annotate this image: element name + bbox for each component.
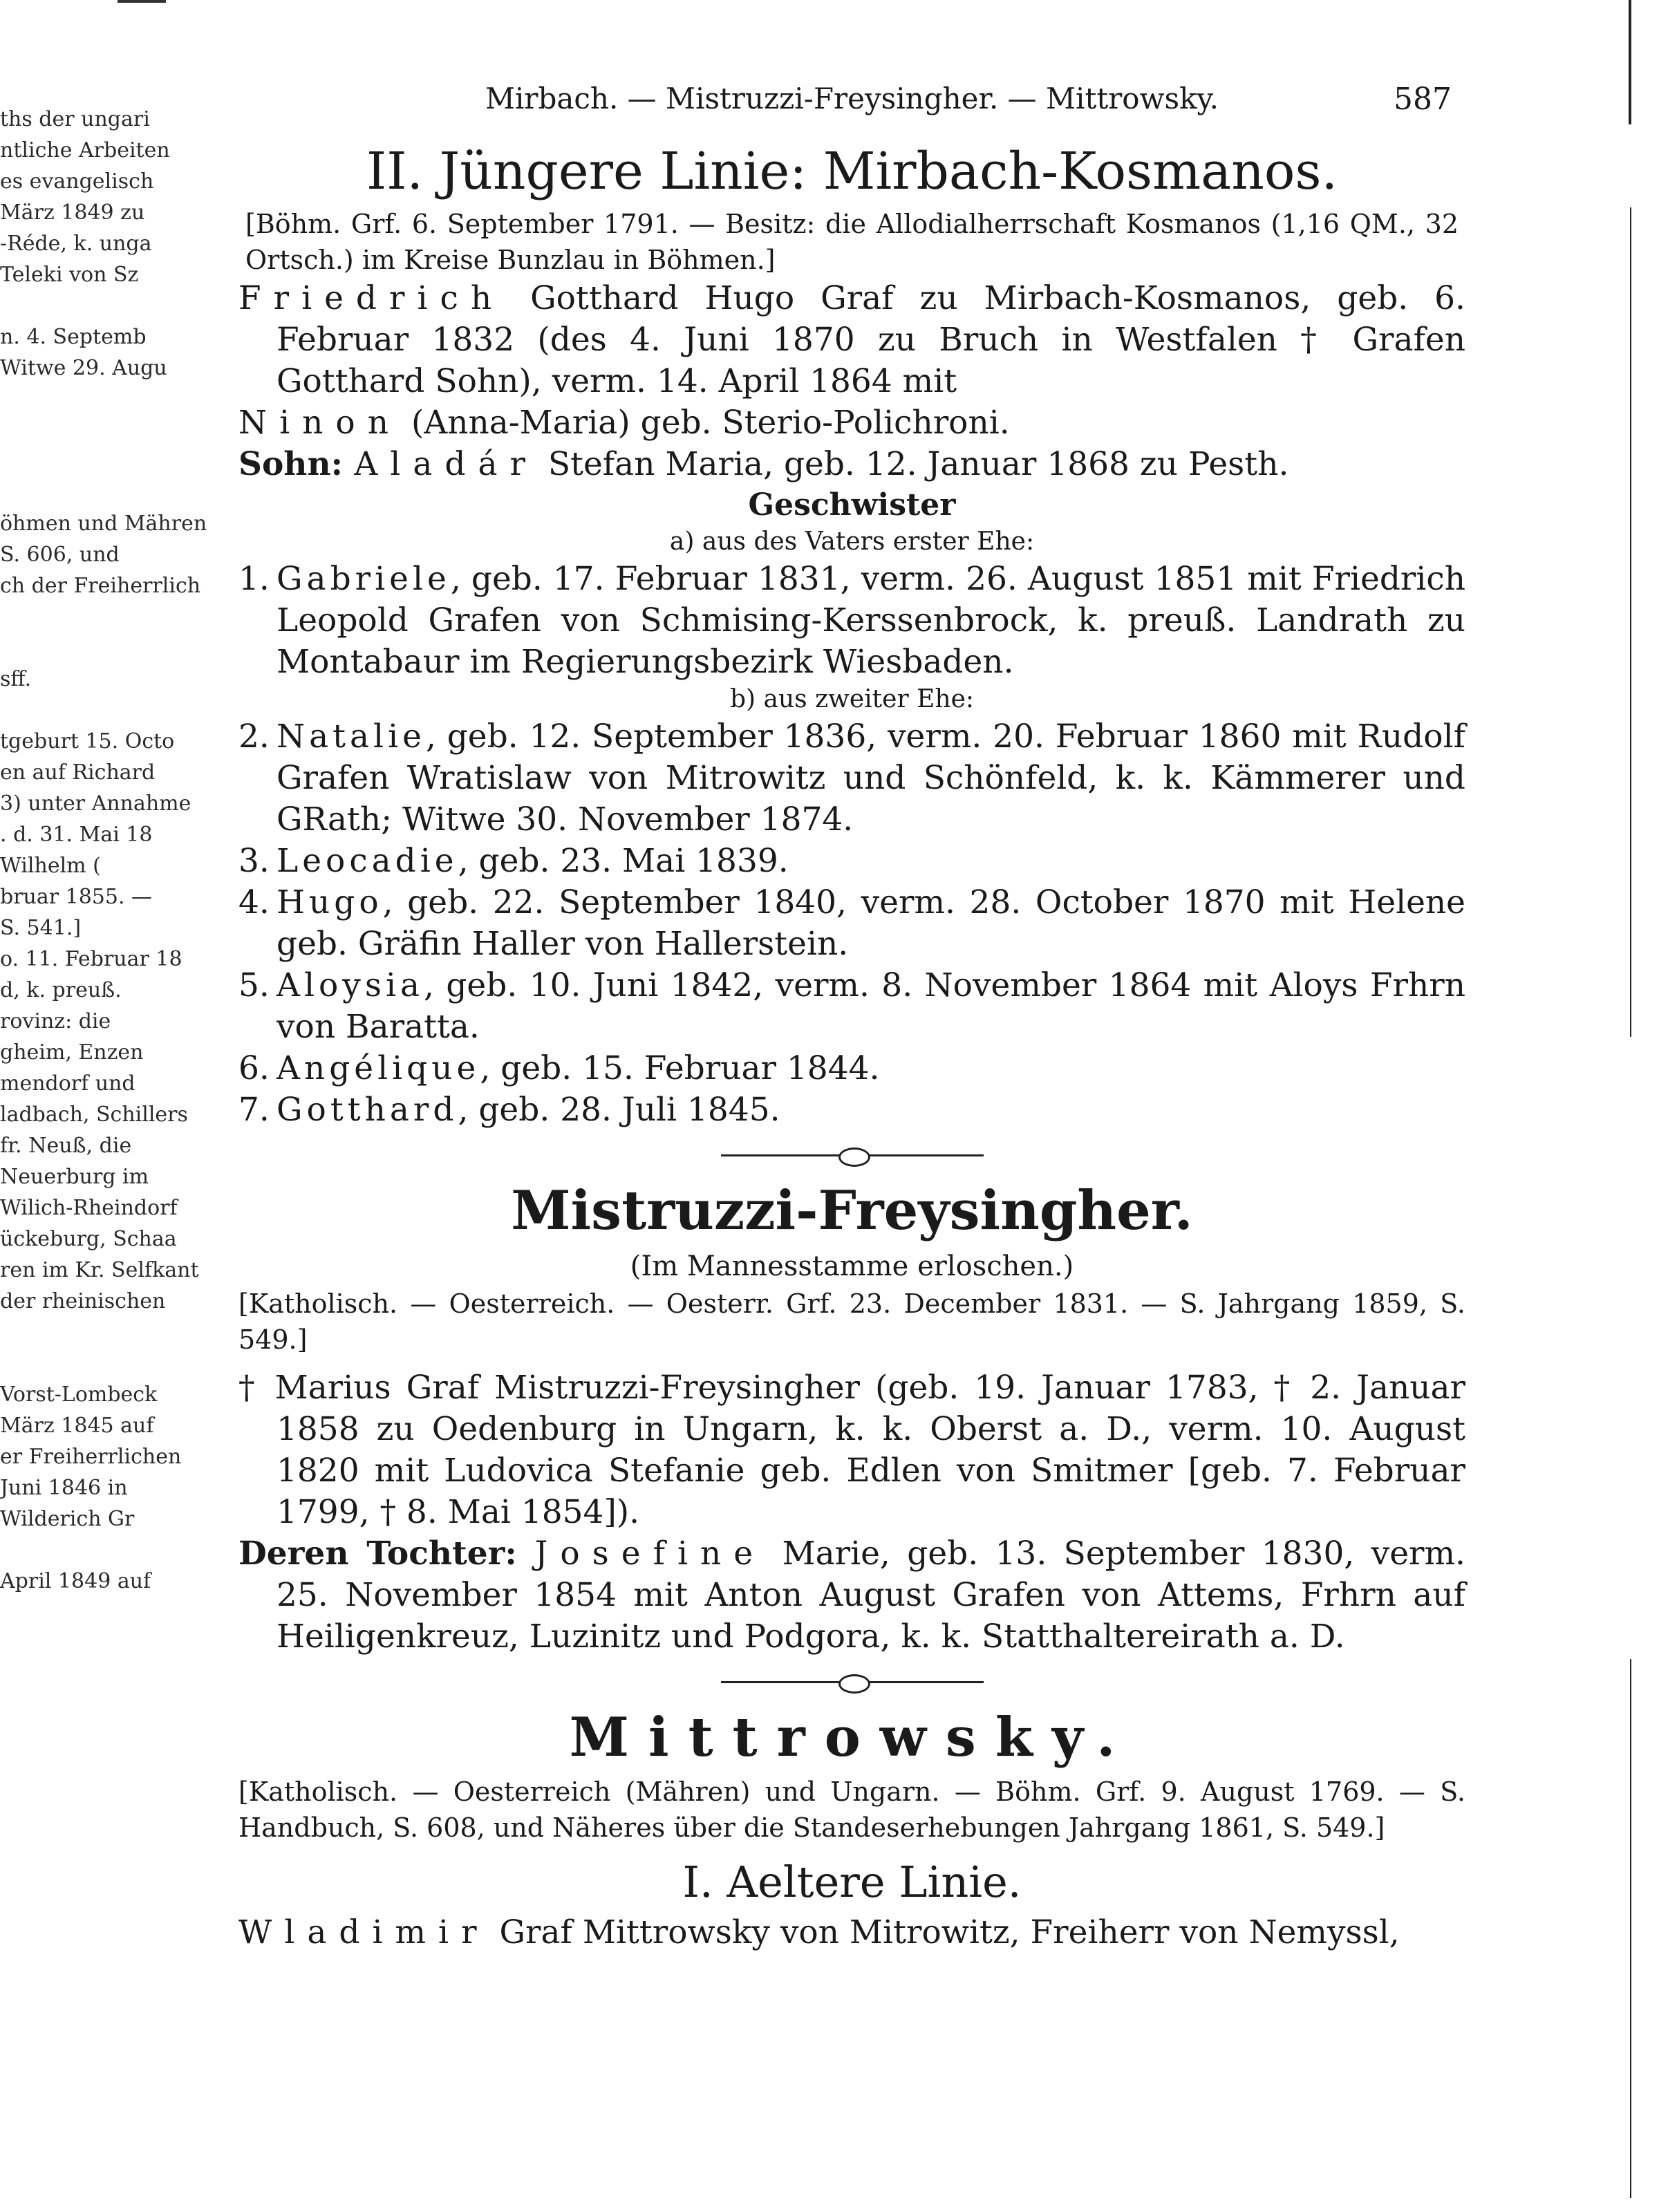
page-body <box>238 82 1465 1953</box>
child-number: 2. <box>238 718 270 756</box>
daughter-entry <box>238 1533 1465 1658</box>
right-page-edge <box>1627 0 1631 2212</box>
second-marriage-label: b) aus zweiter Ehe: <box>729 685 975 713</box>
margin-fragment-line: S. 606, und <box>0 543 120 567</box>
child-text: , geb. 17. Februar 1831, verm. 26. August 1851 mit Friedrich Leopold Grafen von Schmising-Kerssenbrock, k. preuß. Landrath zu Montabaur im Regierungsbezirk Wiesbaden. <box>276 560 1465 681</box>
margin-fragment-line: n. 4. Septemb <box>0 325 147 349</box>
family-title-mistruzzi: Mistruzzi-Freysingher. <box>511 1179 1193 1242</box>
child-text: , geb. 12. September 1836, verm. 20. Februar 1860 mit Rudolf Grafen Wratislaw von Mitrowitz und Schönfeld, k. k. Kämmerer und GRath; Witwe 30. November 1874. <box>276 718 1465 838</box>
margin-fragment-line: März 1849 zu <box>0 200 145 225</box>
child-name: Gabriele <box>276 560 451 598</box>
margin-fragment-line: gheim, Enzen <box>0 1040 144 1065</box>
margin-fragment-line: Juni 1846 in <box>0 1476 128 1500</box>
margin-fragment-line: Witwe 29. Augu <box>0 356 167 380</box>
mistruzzi-entry: † Marius Graf Mistruzzi-Freysingher (geb. 19. Januar 1783, † 2. Januar 1858 zu Oedenburg in Ungarn, k. k. Oberst a. D., verm. 10. August 1820 mit Ludovica Stefanie geb. Edlen von Smitmer [geb. 7. Februar 1799, † 8. Mai 1854]). <box>238 1369 1465 1531</box>
children-second-marriage <box>238 716 1465 1131</box>
mirbach-note: [Böhm. Grf. 6. September 1791. — Besitz: die Allodialherrschaft Kosmanos (1,16 QM., 32 Ortsch.) im Kreise Bunzlau in Böhmen.] <box>245 209 1459 275</box>
margin-fragment-line: April 1849 auf <box>0 1569 151 1593</box>
margin-fragment-line: -Réde, k. unga <box>0 232 152 256</box>
son-entry <box>238 444 1465 485</box>
child-number: 4. <box>238 883 270 921</box>
wife-entry <box>238 402 1465 444</box>
margin-fragment-line: ch der Freiherrlich <box>0 574 201 598</box>
margin-fragment-line <box>0 695 162 726</box>
margin-fragment-line <box>0 384 162 415</box>
child-name: Angélique <box>276 1049 480 1087</box>
child-number: 7. <box>238 1091 270 1129</box>
child-name: Natalie <box>276 718 426 756</box>
daughter-label: Deren Tochter: <box>238 1535 535 1573</box>
margin-fragment-line: tgeburt 15. Octo <box>0 729 175 753</box>
siblings-heading: Geschwister <box>748 487 956 523</box>
mittrowsky-head-rest: Graf Mittrowsky von Mitrowitz, Freiherr von Nemyssl, <box>489 1913 1400 1951</box>
son-rest: Stefan Maria, geb. 12. Januar 1868 zu Pesth. <box>537 445 1289 483</box>
wife-name: Ninon <box>238 404 401 442</box>
margin-fragment-line <box>0 632 162 664</box>
child-number: 6. <box>238 1049 270 1087</box>
margin-fragment-line <box>0 477 162 508</box>
first-marriage-label: a) aus des Vaters erster Ehe: <box>669 527 1035 556</box>
page-number: 587 <box>1394 82 1452 117</box>
mittrowsky-head-entry <box>238 1912 1465 1953</box>
child-number: 5. <box>238 966 270 1004</box>
section-title-juengere-linie: II. Jüngere Linie: Mirbach-Kosmanos. <box>366 142 1338 201</box>
child-name: Gotthard <box>276 1091 458 1129</box>
wife-rest: (Anna-Maria) geb. Sterio-Polichroni. <box>401 404 1010 442</box>
margin-fragment-line <box>0 1535 162 1566</box>
margin-fragment-line: ths der ungari <box>0 107 150 131</box>
child-text: , geb. 22. September 1840, verm. 28. October 1870 mit Helene geb. Gräfin Haller von Hallerstein. <box>276 883 1465 963</box>
family-title-mittrowsky: Mittrowsky. <box>569 1706 1135 1769</box>
margin-fragment-line: . d. 31. Mai 18 <box>0 823 153 847</box>
child-entry <box>238 1089 1465 1131</box>
running-head-title: Mirbach. — Mistruzzi-Freysingher. — Mittrowsky. <box>485 82 1219 115</box>
head-rest: Gotthard Hugo Graf zu Mirbach-Kosmanos, geb. 6. Februar 1832 (des 4. Juni 1870 zu Bruch in Westfalen † Grafen Gotthard Sohn), verm. 14. April 1864 mit <box>276 279 1465 400</box>
child-number: 3. <box>238 842 270 880</box>
child-entry <box>238 965 1465 1048</box>
margin-fragment-line: er Freiherrlichen <box>0 1445 182 1469</box>
child-name: Hugo <box>276 883 383 921</box>
margin-fragment-line: d, k. preuß. <box>0 978 122 1002</box>
margin-fragment-line: rovinz: die <box>0 1009 111 1033</box>
margin-fragment-line: es evangelisch <box>0 169 154 194</box>
margin-fragment-line: ntliche Arbeiten <box>0 138 170 162</box>
margin-fragment-line: S. 541.] <box>0 916 82 940</box>
head-entry <box>238 278 1465 402</box>
margin-fragment-line: 3) unter Annahme <box>0 791 191 816</box>
margin-fragment-line: o. 11. Februar 18 <box>0 947 182 971</box>
child-text: , geb. 23. Mai 1839. <box>458 842 789 880</box>
son-name: Aladár <box>354 445 538 483</box>
child-entry <box>238 841 1465 882</box>
mittrowsky-head-name: Wladimir <box>238 1913 489 1951</box>
son-label: Sohn: <box>238 445 355 483</box>
child-text: , geb. 28. Juli 1845. <box>458 1091 780 1129</box>
margin-fragment-line <box>0 415 162 446</box>
child-entry <box>238 559 1465 683</box>
margin-fragment-line: Teleki von Sz <box>0 263 139 287</box>
margin-fragment-line <box>0 1317 162 1348</box>
child-name: Leocadie <box>276 842 458 880</box>
section-title-aeltere-linie: I. Aeltere Linie. <box>682 1857 1022 1907</box>
child-entry <box>238 716 1465 841</box>
margin-fragment-line <box>0 290 162 321</box>
margin-fragment-line: bruar 1855. — <box>0 885 153 909</box>
ornament-rule <box>721 1671 984 1692</box>
margin-fragment-line: ren im Kr. Selfkant <box>0 1258 199 1282</box>
margin-fragment-line <box>0 1348 162 1379</box>
margin-fragment-line: sff. <box>0 667 32 691</box>
child-text: , geb. 15. Februar 1844. <box>480 1049 880 1087</box>
margin-fragment-line: Neuerburg im <box>0 1165 149 1189</box>
scan-edge-mark <box>118 0 166 3</box>
margin-fragment-line: Wilhelm ( <box>0 854 101 878</box>
margin-fragment-line: März 1845 auf <box>0 1414 154 1438</box>
margin-fragment-line: Wilderich Gr <box>0 1507 135 1531</box>
running-head <box>238 82 1465 130</box>
margin-fragment-line: fr. Neuß, die <box>0 1134 132 1158</box>
margin-fragment-line: en auf Richard <box>0 760 156 785</box>
mistruzzi-note: [Katholisch. — Oesterreich. — Oesterr. Grf. 23. December 1831. — S. Jahrgang 1859, S. 549.] <box>238 1288 1465 1355</box>
ornament-rule <box>721 1145 984 1165</box>
head-name: Friedrich <box>238 279 505 317</box>
margin-fragment-line: mendorf und <box>0 1071 135 1096</box>
margin-fragment-line: Wilich-Rheindorf <box>0 1196 178 1220</box>
children-first-marriage <box>238 559 1465 683</box>
margin-fragment-line: öhmen und Mähren <box>0 512 207 536</box>
child-entry <box>238 1048 1465 1089</box>
child-text: , geb. 10. Juni 1842, verm. 8. November 1864 mit Aloys Frhrn von Baratta. <box>276 966 1465 1046</box>
mistruzzi-subtitle: (Im Mannesstamme erloschen.) <box>630 1250 1074 1282</box>
margin-fragment-line <box>0 446 162 477</box>
child-number: 1. <box>238 560 270 598</box>
child-entry <box>238 882 1465 965</box>
child-name: Aloysia <box>276 966 424 1004</box>
margin-fragment-line <box>0 601 162 632</box>
daughter-rest: Marie, geb. 13. September 1830, verm. 25. November 1854 mit Anton August Grafen von Attems, Frhrn auf Heiligenkreuz, Luzinitz und Podgora, k. k. Statthaltereirath a. D. <box>276 1535 1465 1656</box>
mittrowsky-note: [Katholisch. — Oesterreich (Mähren) und Ungarn. — Böhm. Grf. 9. August 1769. — S. Handbuch, S. 608, und Näheres über die Standeserhebungen Jahrgang 1861, S. 549.] <box>238 1777 1465 1843</box>
margin-fragment-line: ladbach, Schillers <box>0 1103 188 1127</box>
margin-fragment-line: ückeburg, Schaa <box>0 1227 177 1251</box>
margin-fragment-line: Vorst-Lombeck <box>0 1382 158 1407</box>
margin-fragment-line: der rheinischen <box>0 1289 166 1313</box>
previous-page-bleed <box>0 104 207 1597</box>
daughter-name: Josefine <box>534 1535 766 1573</box>
